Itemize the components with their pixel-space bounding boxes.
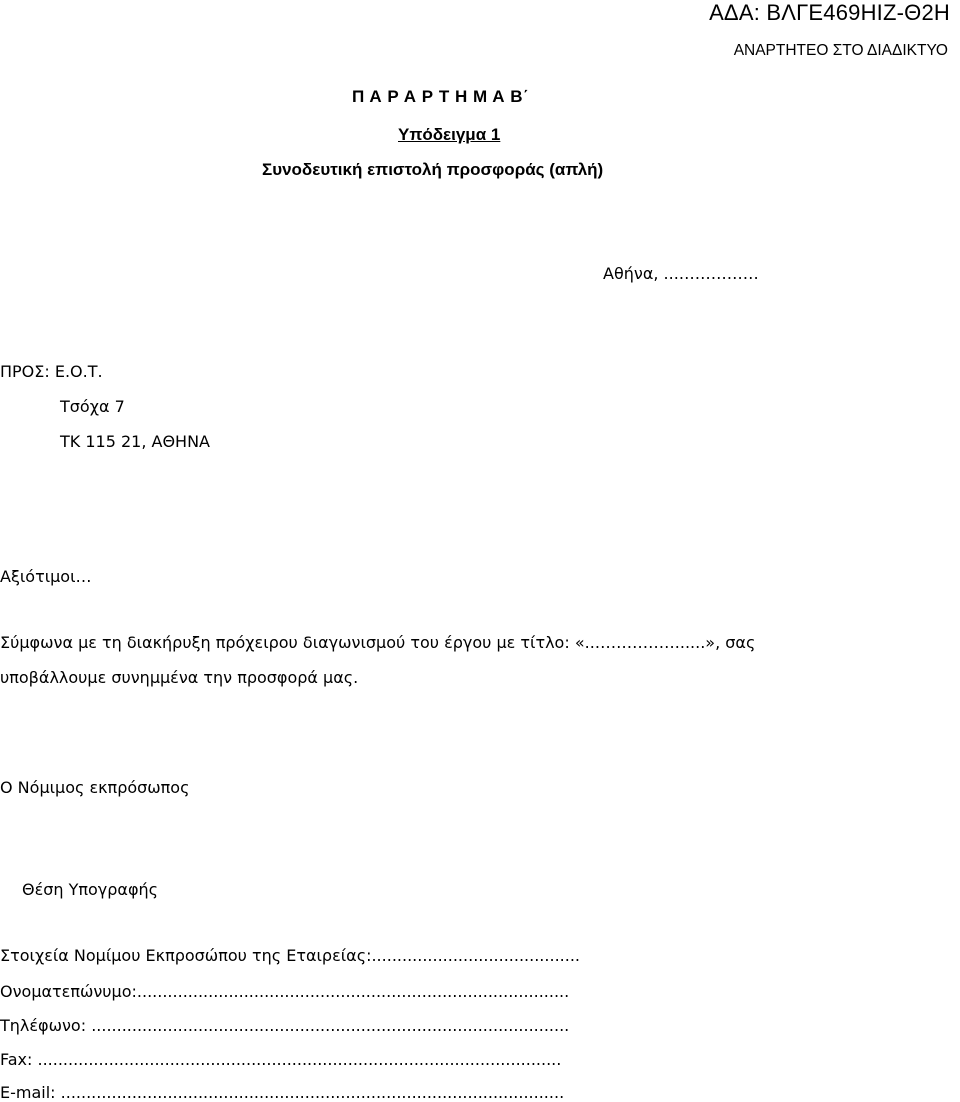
- posted-online-notice: ΑΝΑΡΤΗΤΕΟ ΣΤΟ ΔΙΑΔΙΚΤΥΟ: [733, 42, 948, 59]
- date-line: Αθήνα, ...……………: [603, 264, 759, 283]
- ada-code: ΑΔΑ: ΒΛΓΕ469ΗΙΖ-Θ2Η: [709, 0, 950, 25]
- fax-field: Fax: .......................................................................................................: [0, 1050, 562, 1069]
- recipient-line: ΠΡΟΣ: Ε.Ο.Τ.: [0, 362, 103, 381]
- body-text-line-1: Σύμφωνα με τη διακήρυξη πρόχειρου διαγωνισμού του έργου με τίτλο: «..……………......», σας: [0, 633, 756, 652]
- legal-representative: Ο Νόμιμος εκπρόσωπος: [0, 778, 190, 797]
- body-text-line-2: υποβάλλουμε συνημμένα την προσφορά μας.: [0, 668, 359, 687]
- annex-heading: Π Α Ρ Α Ρ Τ Η Μ Α Β΄: [352, 87, 530, 106]
- recipient-street: Τσόχα 7: [60, 397, 125, 416]
- email-field: E-mail: ...................................................................................................: [0, 1083, 565, 1102]
- recipient-postal: ΤΚ 115 21, ΑΘΗΝΑ: [60, 432, 210, 451]
- greeting: Αξιότιμοι…: [0, 567, 92, 586]
- phone-field: Τηλέφωνο: ..............................................................................................: [0, 1016, 570, 1035]
- letter-subject: Συνοδευτική επιστολή προσφοράς (απλή): [262, 160, 604, 179]
- signature-place: Θέση Υπογραφής: [22, 880, 159, 899]
- model-heading: Υπόδειγμα 1: [398, 125, 501, 144]
- company-representative-field: Στοιχεία Νομίμου Εκπροσώπου της Εταιρείας:.........................................: [0, 946, 580, 965]
- full-name-field: Ονοματεπώνυμο:.....................................................................................: [0, 982, 570, 1001]
